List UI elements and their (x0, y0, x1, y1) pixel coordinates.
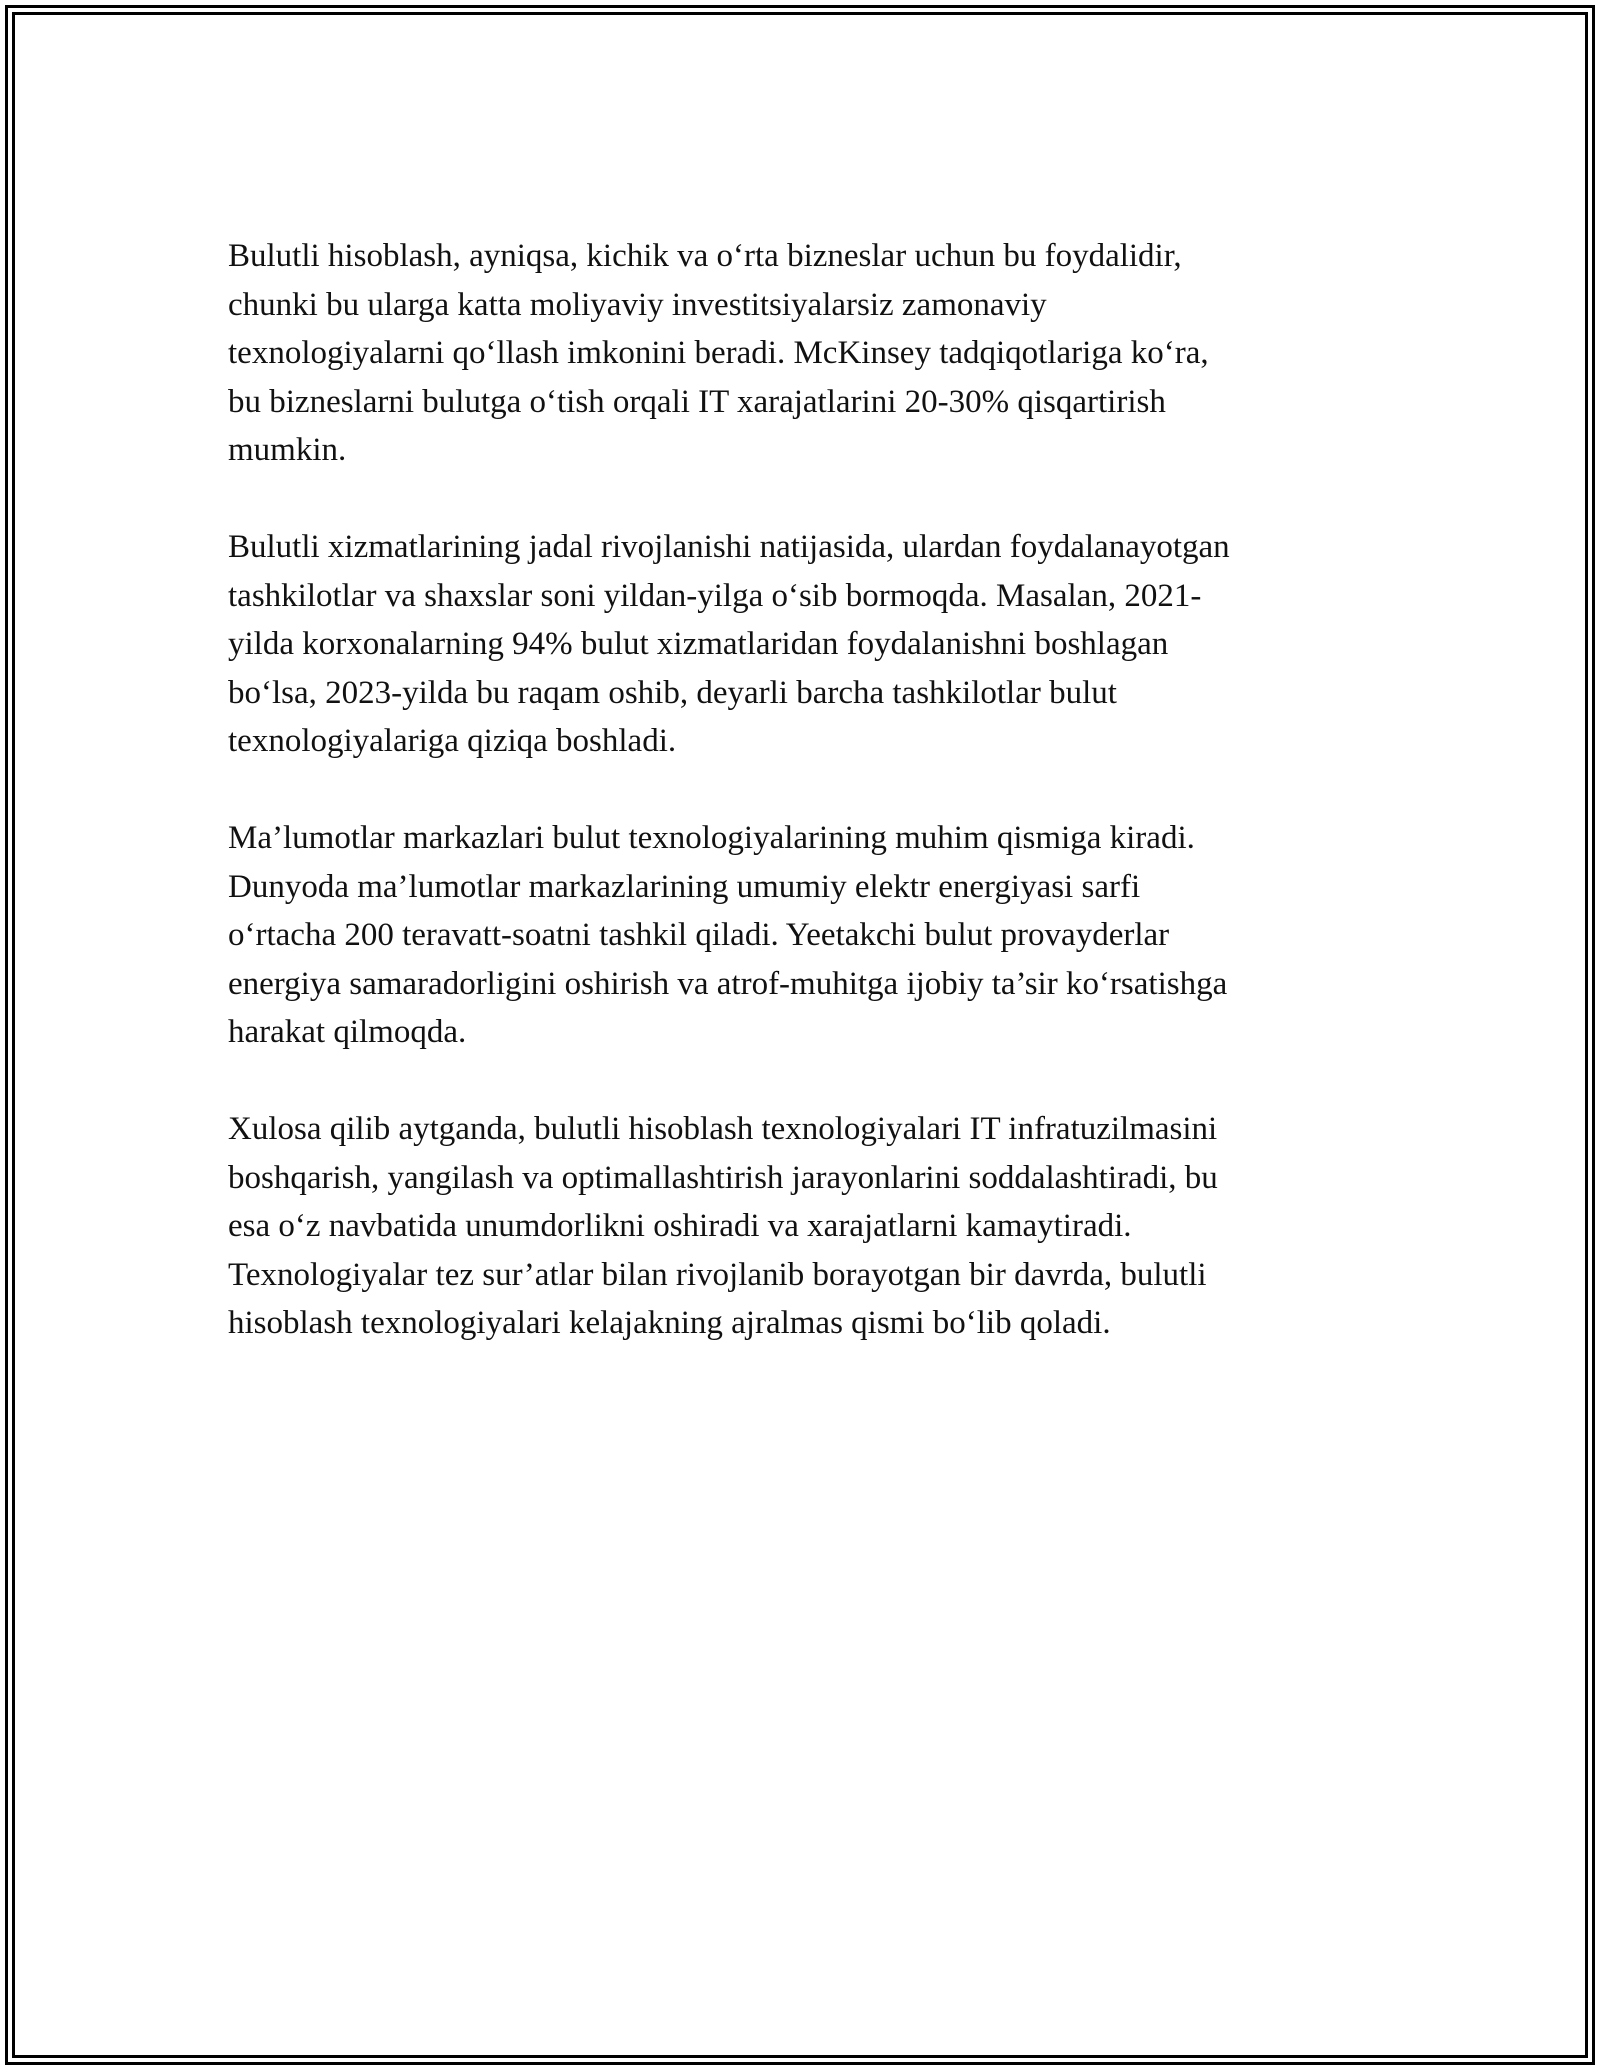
paragraph-2: Bulutli xizmatlarining jadal rivojlanishi natijasida, ulardan foydalanayotgan tashkilotlar va shaxslar soni yildan-yilga o‘sib bormoqda. Masalan, 2021- yilda korxonalarning 94% bulut xizmatlaridan foydalanishni boshlagan bo‘lsa, 2023-yilda bu raqam oshib, deyarli barcha tashkilotlar bulut texnologiyalariga qiziqa boshladi. (228, 529, 1230, 759)
paragraph-4: Xulosa qilib aytganda, bulutli hisoblash texnologiyalari IT infratuzilmasini boshqarish, yangilash va optimallashtirish jarayonlarini soddalashtiradi, bu esa o‘z navbatida unumdorlikni oshiradi va xarajatlarni kamaytiradi. Texnologiyalar tez sur’atlar bilan rivojlanib borayotgan bir davrda, bulutli hisoblash texnologiyalari kelajakning ajralmas qismi bo‘lib qoladi. (228, 1111, 1218, 1341)
paragraph-3: Ma’lumotlar markazlari bulut texnologiyalarining muhim qismiga kiradi. Dunyoda ma’lumotlar markazlarining umumiy elektr energiyasi sarfi o‘rtacha 200 teravatt-soatni tashkil qiladi. Yeetakchi bulut provayderlar energiya samaradorligini oshirish va atrof-muhitga ijobiy ta’sir ko‘rsatishga harakat qilmoqda. (228, 820, 1228, 1050)
document-body (228, 232, 1368, 1396)
paragraph-1: Bulutli hisoblash, ayniqsa, kichik va o‘rta bizneslar uchun bu foydalidir, chunki bu ularga katta moliyaviy investitsiyalarsiz zamonaviy texnologiyalarni qo‘llash imkonini beradi. McKinsey tadqiqotlariga ko‘ra, bu bizneslarni bulutga o‘tish orqali IT xarajatlarini 20-30% qisqartirish mumkin. (228, 238, 1209, 468)
